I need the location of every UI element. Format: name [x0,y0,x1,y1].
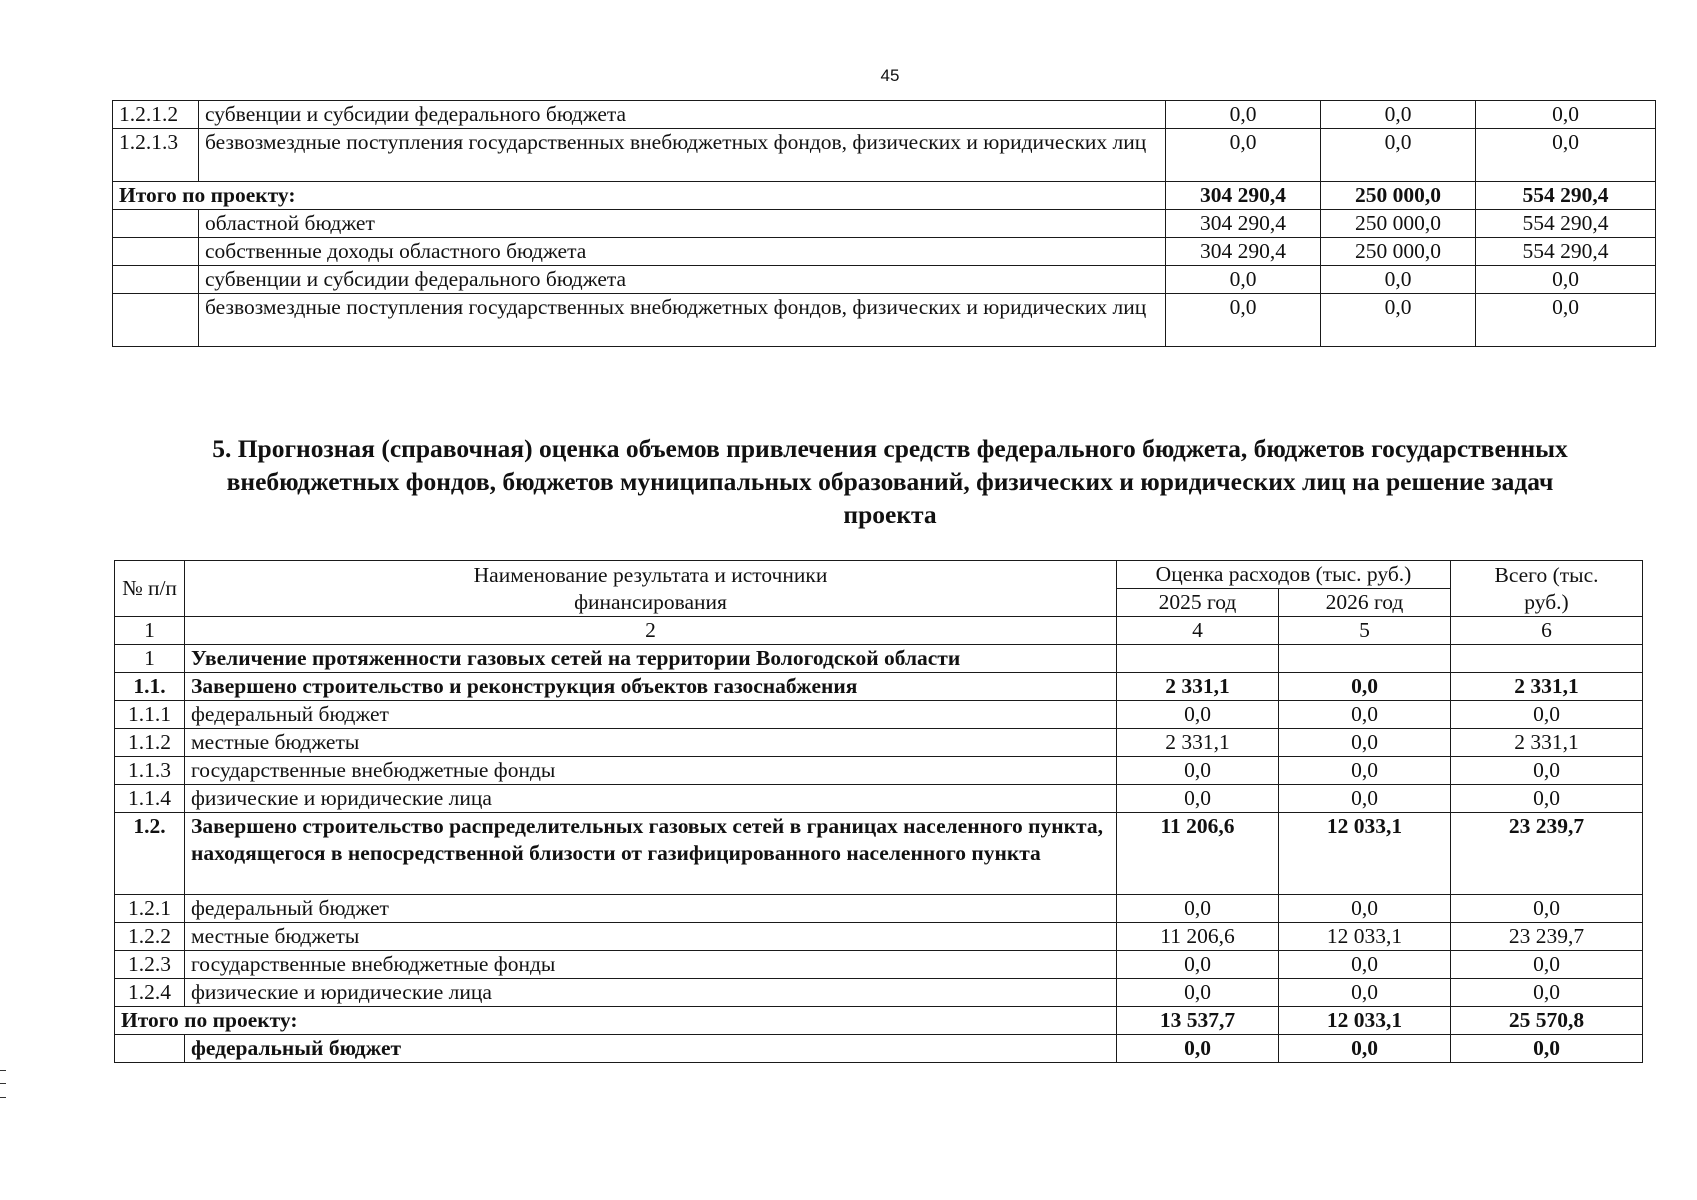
row-number: 1.1. [115,673,185,701]
total-2026: 250 000,0 [1321,182,1476,210]
table-row [113,210,1656,238]
header-estimate: Оценка расходов (тыс. руб.) [1117,561,1451,589]
value-2025: 0,0 [1117,757,1279,785]
column-number: 2 [185,617,1117,645]
value-2025: 2 331,1 [1117,673,1279,701]
value-2025: 0,0 [1166,266,1321,294]
row-name: субвенции и субсидии федерального бюджета [199,266,1166,294]
value-2025: 0,0 [1117,1035,1279,1063]
table-row [113,101,1656,129]
table-row [113,266,1656,294]
value-2025: 304 290,4 [1166,210,1321,238]
value-2026: 0,0 [1279,1035,1451,1063]
header-number: № п/п [115,561,185,617]
column-number: 4 [1117,617,1279,645]
total-2026: 12 033,1 [1279,1007,1451,1035]
row-number: 1.2.1.2 [113,101,199,129]
value-2025: 0,0 [1166,294,1321,347]
result-row [115,673,1643,701]
row-number [113,266,199,294]
header-year-2026: 2026 год [1279,589,1451,617]
column-number: 5 [1279,617,1451,645]
value-2025: 0,0 [1117,951,1279,979]
column-number-row [115,617,1643,645]
value-2025: 0,0 [1117,979,1279,1007]
value-2025: 0,0 [1166,129,1321,182]
value-2026: 250 000,0 [1321,210,1476,238]
table-row [113,238,1656,266]
value-total: 0,0 [1451,785,1643,813]
value-2026: 0,0 [1279,951,1451,979]
empty-cell [1451,645,1643,673]
empty-cell [1279,645,1451,673]
table-row [115,979,1643,1007]
row-name: собственные доходы областного бюджета [199,238,1166,266]
value-2026: 0,0 [1279,673,1451,701]
value-2026: 0,0 [1279,729,1451,757]
row-name: Завершено строительство и реконструкция объектов газоснабжения [185,673,1117,701]
value-total: 554 290,4 [1476,238,1656,266]
table-row [115,785,1643,813]
row-number: 1.1.1 [115,701,185,729]
value-total: 0,0 [1451,951,1643,979]
value-2026: 0,0 [1279,785,1451,813]
row-name: физические и юридические лица [185,979,1117,1007]
value-2025: 304 290,4 [1166,238,1321,266]
value-2025: 0,0 [1117,701,1279,729]
value-total: 0,0 [1476,101,1656,129]
column-number: 6 [1451,617,1643,645]
total-label: Итого по проекту: [115,1007,1117,1035]
forecast-table [114,560,1643,1063]
table-row [115,895,1643,923]
header-name: Наименование результата и источники финансирования [185,561,1117,617]
value-total: 0,0 [1476,129,1656,182]
row-name: местные бюджеты [185,923,1117,951]
value-2026: 0,0 [1321,294,1476,347]
page-number: 45 [880,66,900,85]
header-total: Всего (тыс. руб.) [1451,561,1643,617]
value-2025: 2 331,1 [1117,729,1279,757]
total-row [113,182,1656,210]
row-name: физические и юридические лица [185,785,1117,813]
total-2025: 13 537,7 [1117,1007,1279,1035]
row-number [113,238,199,266]
value-total: 0,0 [1451,1035,1643,1063]
row-number [115,1035,185,1063]
value-total: 0,0 [1451,757,1643,785]
table-row [113,129,1656,182]
row-name: безвозмездные поступления государственных внебюджетных фондов, физических и юридических лиц [199,129,1166,182]
row-number: 1.2.1 [115,895,185,923]
value-total: 554 290,4 [1476,210,1656,238]
table-row [115,757,1643,785]
value-2025: 11 206,6 [1117,923,1279,951]
table-row [113,294,1656,347]
value-total: 2 331,1 [1451,729,1643,757]
row-number: 1.2.1.3 [113,129,199,182]
value-2026: 0,0 [1279,701,1451,729]
value-2026: 0,0 [1279,757,1451,785]
row-name: субвенции и субсидии федерального бюджета [199,101,1166,129]
row-number: 1.2.4 [115,979,185,1007]
row-number: 1.2.2 [115,923,185,951]
value-2025: 0,0 [1117,785,1279,813]
goal-row [115,645,1643,673]
row-name: федеральный бюджет [185,895,1117,923]
column-number: 1 [115,617,185,645]
value-total: 23 239,7 [1451,813,1643,895]
row-number [113,294,199,347]
table-row [115,729,1643,757]
top-budget-table [112,100,1656,347]
value-total: 2 331,1 [1451,673,1643,701]
row-name: Увеличение протяженности газовых сетей на территории Вологодской области [185,645,1117,673]
empty-cell [1117,645,1279,673]
total-2025: 304 290,4 [1166,182,1321,210]
row-number [113,210,199,238]
value-total: 0,0 [1451,895,1643,923]
total-all: 554 290,4 [1476,182,1656,210]
row-name: областной бюджет [199,210,1166,238]
table-row [115,1035,1643,1063]
row-name: безвозмездные поступления государственных внебюджетных фондов, физических и юридических лиц [199,294,1166,347]
row-number: 1.1.3 [115,757,185,785]
total-all: 25 570,8 [1451,1007,1643,1035]
value-2026: 12 033,1 [1279,923,1451,951]
value-2026: 0,0 [1321,266,1476,294]
row-name: государственные внебюджетные фонды [185,757,1117,785]
total-row [115,1007,1643,1035]
row-number: 1 [115,645,185,673]
value-total: 0,0 [1476,266,1656,294]
margin-mark [0,1070,6,1098]
row-number: 1.2.3 [115,951,185,979]
value-2026: 0,0 [1279,979,1451,1007]
table-row [115,951,1643,979]
value-2026: 12 033,1 [1279,813,1451,895]
value-2025: 11 206,6 [1117,813,1279,895]
value-2025: 0,0 [1117,895,1279,923]
value-2026: 0,0 [1321,101,1476,129]
row-number: 1.1.2 [115,729,185,757]
value-total: 0,0 [1451,701,1643,729]
value-2026: 0,0 [1321,129,1476,182]
row-name: федеральный бюджет [185,701,1117,729]
row-name: государственные внебюджетные фонды [185,951,1117,979]
value-2026: 0,0 [1279,895,1451,923]
table-row [115,923,1643,951]
header-row [115,561,1643,589]
header-year-2025: 2025 год [1117,589,1279,617]
value-total: 0,0 [1451,979,1643,1007]
row-name: Завершено строительство распределительных газовых сетей в границах населенного пункта, находящегося в непосредственной близости от газифицированного населенного пункта [185,813,1117,895]
row-number: 1.2. [115,813,185,895]
result-row [115,813,1643,895]
section-title: 5. Прогнозная (справочная) оценка объемов привлечения средств федерального бюджета, бюджетов государственных внебюджетных фондов, бюджетов муниципальных образований, физических и юридических лиц на решение задач проекта [212,434,1568,529]
row-name: федеральный бюджет [185,1035,1117,1063]
total-label: Итого по проекту: [113,182,1166,210]
row-name: местные бюджеты [185,729,1117,757]
value-2026: 250 000,0 [1321,238,1476,266]
value-total: 23 239,7 [1451,923,1643,951]
table-row [115,701,1643,729]
row-number: 1.1.4 [115,785,185,813]
value-total: 0,0 [1476,294,1656,347]
value-2025: 0,0 [1166,101,1321,129]
